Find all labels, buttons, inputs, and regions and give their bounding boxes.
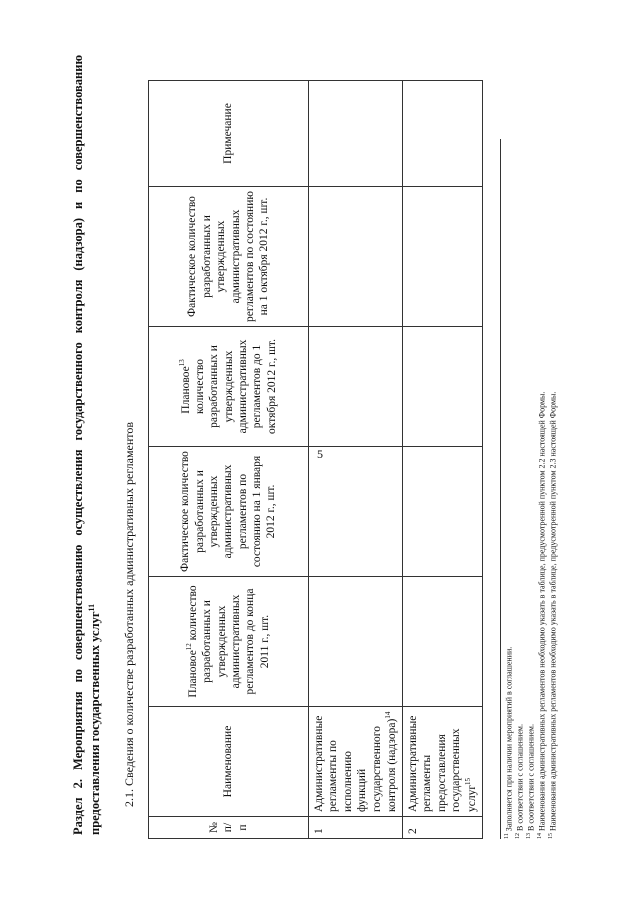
table-header-row <box>149 81 309 839</box>
row-2-planned-oct-2012 <box>403 327 483 447</box>
footnote-text: В соответствии с соглашением. <box>526 724 536 831</box>
row-1-planned-oct-2012 <box>309 327 403 447</box>
row-2-actual-jan-2012 <box>403 447 483 577</box>
row-2-num: 2 <box>403 817 483 839</box>
row-1-num: 1 <box>309 817 403 839</box>
regulations-table <box>148 80 483 839</box>
footnote-mark: 12 <box>515 833 522 839</box>
header-actual-oct-2012: Фактическое количество разработанных и утвержденных административных регламентов по состоянию на 1 октября 2012 г., шт. <box>149 187 309 327</box>
row-1-actual-oct-2012 <box>309 187 403 327</box>
footnote-text: Заполняется при наличии мероприятий в соглашении. <box>504 646 514 832</box>
subsection-heading: 2.1. Сведения о количестве разработанных административных регламентов <box>122 421 136 807</box>
row-2-footnote-mark: 15 <box>463 777 472 785</box>
header-planned-2011-rest: количество разработанных и утвержденных административных регламентов до конца 2011 г., шт. <box>186 585 271 695</box>
header-planned-oct-2012-footnote-mark: 13 <box>177 359 186 367</box>
footnote-item <box>504 139 515 839</box>
header-planned-2011-footnote-mark: 12 <box>184 643 193 651</box>
footnote-mark: 15 <box>548 833 555 839</box>
header-actual-jan-2012: Фактическое количество разработанных и утвержденных административных регламентов по состоянию на 1 января 2012 г., шт. <box>149 447 309 577</box>
row-1-note <box>309 81 403 187</box>
section-title-text: Раздел 2. Мероприятия по совершенствованию осуществления государственного контроля (надзора) и по совершенствованию предоставления государственных услуг <box>71 55 103 835</box>
row-2-name <box>403 707 483 817</box>
row-1-name-text: Административные регламенты по исполнению функций государственного контроля (надзора) <box>313 715 398 812</box>
section-title-footnote-mark: 11 <box>86 603 96 612</box>
header-planned-oct-2012 <box>149 327 309 447</box>
row-2-note <box>403 81 483 187</box>
row-2-planned-2011 <box>403 577 483 707</box>
footnote-text: Наименования административных регламентов необходимо указать в таблице, предусмотренной пунктом 2.2 настоящей Формы. <box>537 391 547 831</box>
row-2-actual-oct-2012 <box>403 187 483 327</box>
footnotes <box>500 139 559 839</box>
header-num: № п/п <box>149 817 309 839</box>
page-number: 5 <box>317 447 323 461</box>
row-1-name <box>309 707 403 817</box>
row-1-footnote-mark: 14 <box>383 711 392 719</box>
footnote-item <box>537 139 548 839</box>
header-planned-oct-2012-rest: количество разработанных и утвержденных административных регламентов до 1 октября 2012 г., шт. <box>193 339 278 434</box>
header-planned-2011-word: Плановое <box>186 650 199 698</box>
row-2-name-text: Административные регламенты предоставления государственных услуг <box>407 715 478 812</box>
footnote-item <box>548 139 559 839</box>
section-title <box>70 55 104 835</box>
table-row <box>403 81 483 839</box>
header-note: Примечание <box>149 81 309 187</box>
footnote-text: В соответствии с соглашением. <box>515 724 525 831</box>
footnote-item <box>526 139 537 839</box>
footnote-mark: 14 <box>537 833 544 839</box>
table-row <box>309 81 403 839</box>
header-planned-2011 <box>149 577 309 707</box>
row-1-actual-jan-2012 <box>309 447 403 577</box>
footnote-text: Наименования административных регламентов необходимо указать в таблице, предусмотренной пунктом 2.3 настоящей Формы. <box>548 391 558 831</box>
header-planned-oct-2012-word: Плановое <box>179 366 192 414</box>
footnote-item <box>515 139 526 839</box>
rotated-page-content <box>30 45 590 875</box>
row-1-planned-2011 <box>309 577 403 707</box>
header-name: Наименование <box>149 707 309 817</box>
footnote-mark: 11 <box>504 833 510 839</box>
footnote-mark: 13 <box>526 833 533 839</box>
